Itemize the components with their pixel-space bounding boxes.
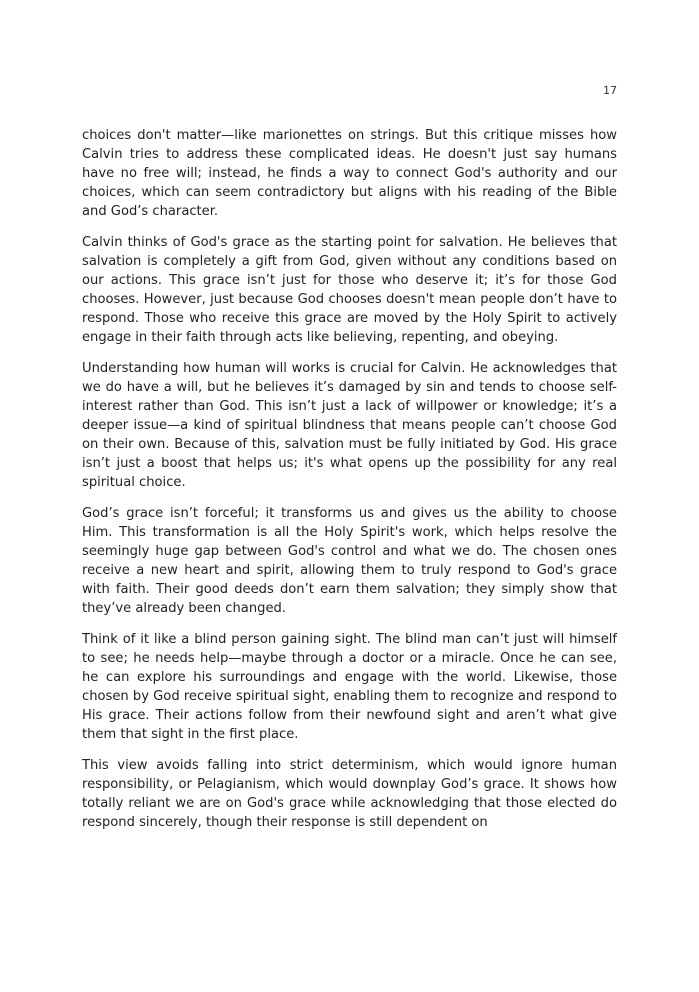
paragraph: Calvin thinks of God's grace as the starting point for salvation. He believes that salvation is completely a gift from God, given without any conditions based on our actions. This grace isn’t just for those who deserve it; it’s for those God chooses. However, just because God chooses doesn't mean people don’t have to respond. Those who receive this grace are moved by the Holy Spirit to actively engage in their faith through acts like believing, repenting, and obeying. xyxy=(82,235,617,345)
paragraph: God’s grace isn’t forceful; it transforms us and gives us the ability to choose Him. This transformation is all the Holy Spirit's work, which helps resolve the seemingly huge gap between God's control and what we do. The chosen ones receive a new heart and spirit, allowing them to truly respond to God's grace with faith. Their good deeds don’t earn them salvation; they simply show that they’ve already been changed. xyxy=(82,506,617,616)
paragraph: choices don't matter—like marionettes on strings. But this critique misses how Calvin tries to address these complicated ideas. He doesn't just say humans have no free will; instead, he finds a way to connect God's authority and our choices, which can seem contradictory but aligns with his reading of the Bible and God’s character. xyxy=(82,128,617,219)
paragraph: Understanding how human will works is crucial for Calvin. He acknowledges that we do have a will, but he believes it’s damaged by sin and tends to choose self-interest rather than God. This isn’t just a lack of willpower or knowledge; it’s a deeper issue—a kind of spiritual blindness that means people can’t choose God on their own. Because of this, salvation must be fully initiated by God. His grace isn’t just a boost that helps us; it's what opens up the possibility for any real spiritual choice. xyxy=(82,361,617,490)
paragraph: This view avoids falling into strict determinism, which would ignore human responsibility, or Pelagianism, which would downplay God’s grace. It shows how totally reliant we are on God's grace while acknowledging that those elected do respond sincerely, though their response is still dependent on xyxy=(82,758,617,830)
body-text xyxy=(82,126,617,844)
page-number: 17 xyxy=(603,84,617,97)
paragraph: Think of it like a blind person gaining sight. The blind man can’t just will himself to see; he needs help—maybe through a doctor or a miracle. Once he can see, he can explore his surroundings and engage with the world. Likewise, those chosen by God receive spiritual sight, enabling them to recognize and respond to His grace. Their actions follow from their newfound sight and aren’t what give them that sight in the first place. xyxy=(82,632,617,742)
